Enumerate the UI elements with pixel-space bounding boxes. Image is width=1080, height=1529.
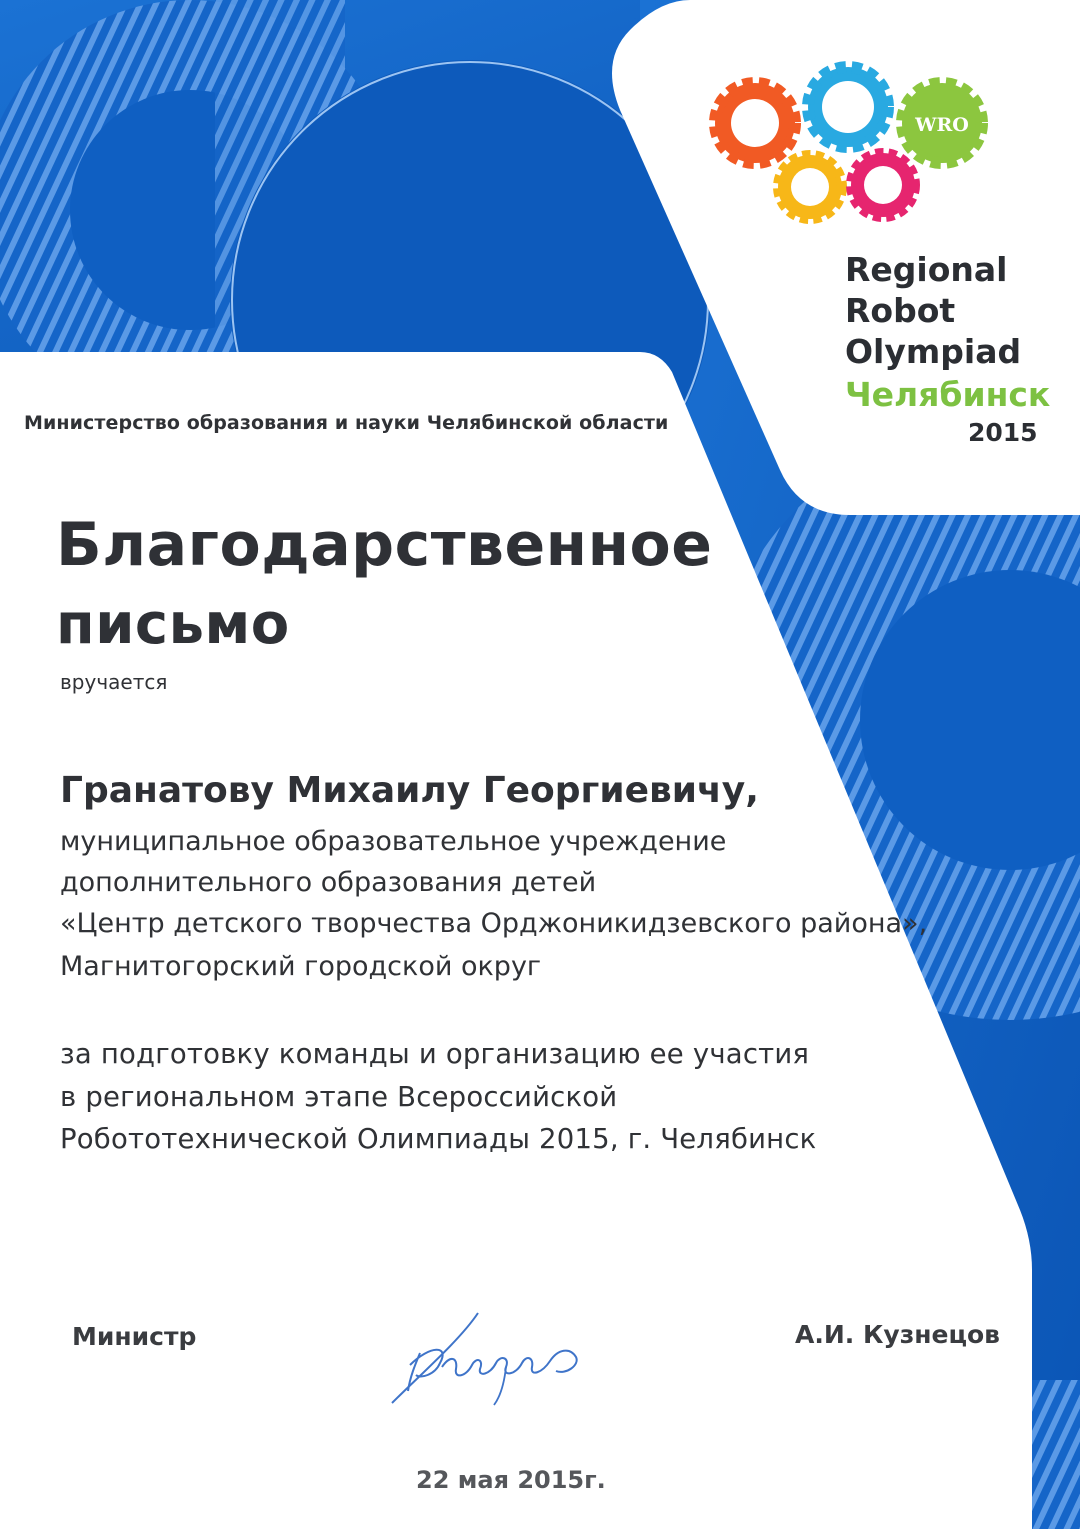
issue-date: 22 мая 2015г. xyxy=(416,1466,606,1494)
gear-blue-icon xyxy=(808,67,888,147)
awarded-label: вручается xyxy=(60,670,168,694)
wro-badge: WRO xyxy=(915,114,969,136)
reason-line: в региональном этапе Всероссийской xyxy=(60,1081,618,1113)
organization-line: дополнительного образования детей xyxy=(60,867,597,898)
gear-pink-icon xyxy=(851,153,915,217)
gear-orange-icon xyxy=(715,83,795,163)
organization-line: «Центр детского творчества Орджоникидзевского района», xyxy=(60,908,928,939)
recipient-name: Гранатову Михаилу Георгиевичу, xyxy=(60,770,759,811)
logo-year: 2015 xyxy=(968,418,1038,447)
signatory-title: Министр xyxy=(72,1322,197,1351)
ministry-name: Министерство образования и науки Челябинской области xyxy=(24,412,669,434)
logo-line-olympiad: Olympiad xyxy=(845,332,1022,371)
wro-gears-logo xyxy=(700,55,1000,235)
logo-city: Челябинск xyxy=(845,375,1051,414)
organization-line: муниципальное образовательное учреждение xyxy=(60,826,727,857)
reason-line: за подготовку команды и организацию ее участия xyxy=(60,1038,810,1070)
gear-yellow-icon xyxy=(778,155,842,219)
logo-line-regional: Regional xyxy=(845,250,1008,289)
logo-line-robot: Robot xyxy=(845,291,956,330)
organization-line: Магнитогорский городской округ xyxy=(60,951,542,982)
handwritten-signature xyxy=(380,1305,610,1415)
reason-line: Робототехнической Олимпиады 2015, г. Челябинск xyxy=(60,1123,817,1155)
letter-title-line-1: Благодарственное xyxy=(56,510,713,580)
letter-title-line-2: письмо xyxy=(56,592,290,657)
signatory-name: А.И. Кузнецов xyxy=(795,1320,1000,1349)
